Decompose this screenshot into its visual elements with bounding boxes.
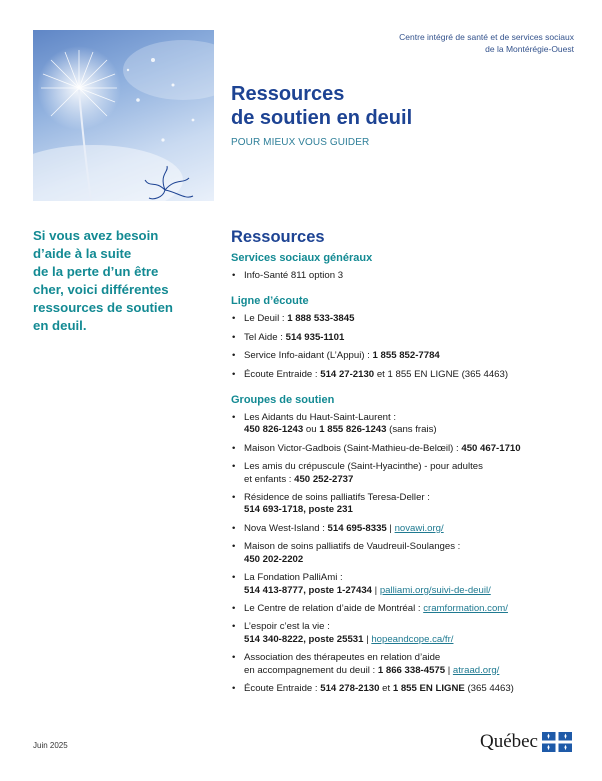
dandelion-illustration [33, 30, 214, 201]
list-item: • Les Aidants du Haut-Saint-Laurent : 450 826-1243 ou 1 855 826-1243 (sans frais) [232, 412, 437, 436]
intro-text: Si vous avez besoin d’aide à la suite de la perte d’un être cher, voici différentes ressources de soutien en deuil. [33, 228, 173, 333]
ecoute-list [231, 313, 576, 381]
groupes-title: Groupes de soutien [231, 394, 335, 407]
page-title [231, 82, 412, 130]
novawi-link[interactable]: novawi.org/ [394, 522, 444, 534]
services-title: Services sociaux généraux [231, 252, 373, 264]
page-subtitle: POUR MIEUX VOUS GUIDER [231, 137, 370, 148]
groupes-section [231, 393, 576, 695]
list-item: • Service Info-aidant (L’Appui) : 1 855 852-7784 [232, 350, 440, 362]
palliami-link[interactable]: palliami.org/suivi-de-deuil/ [379, 584, 491, 596]
org-line-1: Centre intégré de santé et de services sociaux [399, 32, 574, 42]
quebec-logo [480, 731, 572, 753]
hopeandcope-link[interactable]: hopeandcope.ca/fr/ [371, 633, 454, 645]
title-line-1: Ressources [231, 83, 345, 105]
services-section [231, 251, 576, 282]
list-item: • Info-Santé 811 option 3 [232, 270, 344, 281]
list-item: • Le Centre de relation d’aide de Montréal : cramformation.com/ [232, 602, 508, 614]
list-item: • Tel Aide : 514 935-1101 [232, 331, 345, 343]
title-line-2: de soutien en deuil [231, 107, 413, 129]
atraad-link[interactable]: atraad.org/ [452, 664, 500, 676]
dandelion-photo [33, 30, 214, 201]
quebec-wordmark: Québec [479, 731, 538, 752]
list-item: • Résidence de soins palliatifs Teresa-Deller : 514 693-1718, poste 231 [232, 492, 430, 516]
ecoute-title: Ligne d’écoute [231, 295, 309, 308]
list-item: • Association des thérapeutes en relation d’aide en accompagnement du deuil : 1 866 338-4575 | atraad.org/ [232, 652, 500, 676]
list-item: • La Fondation PalliAmi : 514 413-8777, poste 1-27434 | palliami.org/suivi-de-deuil/ [232, 572, 491, 596]
list-item: • Maison de soins palliatifs de Vaudreuil-Soulanges : 450 202-2202 [232, 541, 461, 565]
list-item: • Maison Victor-Gadbois (Saint-Mathieu-de-Belœil) : 450 467-1710 [232, 442, 521, 454]
organization-name [334, 31, 574, 55]
org-line-2: de la Montérégie-Ouest [485, 44, 574, 54]
cramformation-link[interactable]: cramformation.com/ [423, 602, 508, 614]
list-item: • Le Deuil : 1 888 533-3845 [232, 313, 355, 325]
resources-content [231, 227, 576, 701]
publication-date: Juin 2025 [33, 741, 68, 750]
list-item: • Les amis du crépuscule (Saint-Hyacinthe) - pour adultes et enfants : 450 252-2737 [232, 461, 483, 485]
list-item: • Nova West-Island : 514 695-8335 | novawi.org/ [232, 522, 444, 534]
list-item: • Écoute Entraide : 514 27-2130 et 1 855 EN LIGNE (365 4463) [232, 368, 509, 380]
fleur-de-lis-flag-icon [542, 732, 572, 752]
services-list [231, 270, 576, 282]
ecoute-section [231, 294, 576, 381]
list-item: • L’espoir c’est la vie : 514 340-8222, poste 25531 | hopeandcope.ca/fr/ [232, 621, 454, 645]
resources-heading: Ressources [231, 228, 325, 246]
list-item: • Écoute Entraide : 514 278-2130 et 1 855 EN LIGNE (365 4463) [232, 682, 514, 694]
groupes-list [231, 412, 576, 695]
